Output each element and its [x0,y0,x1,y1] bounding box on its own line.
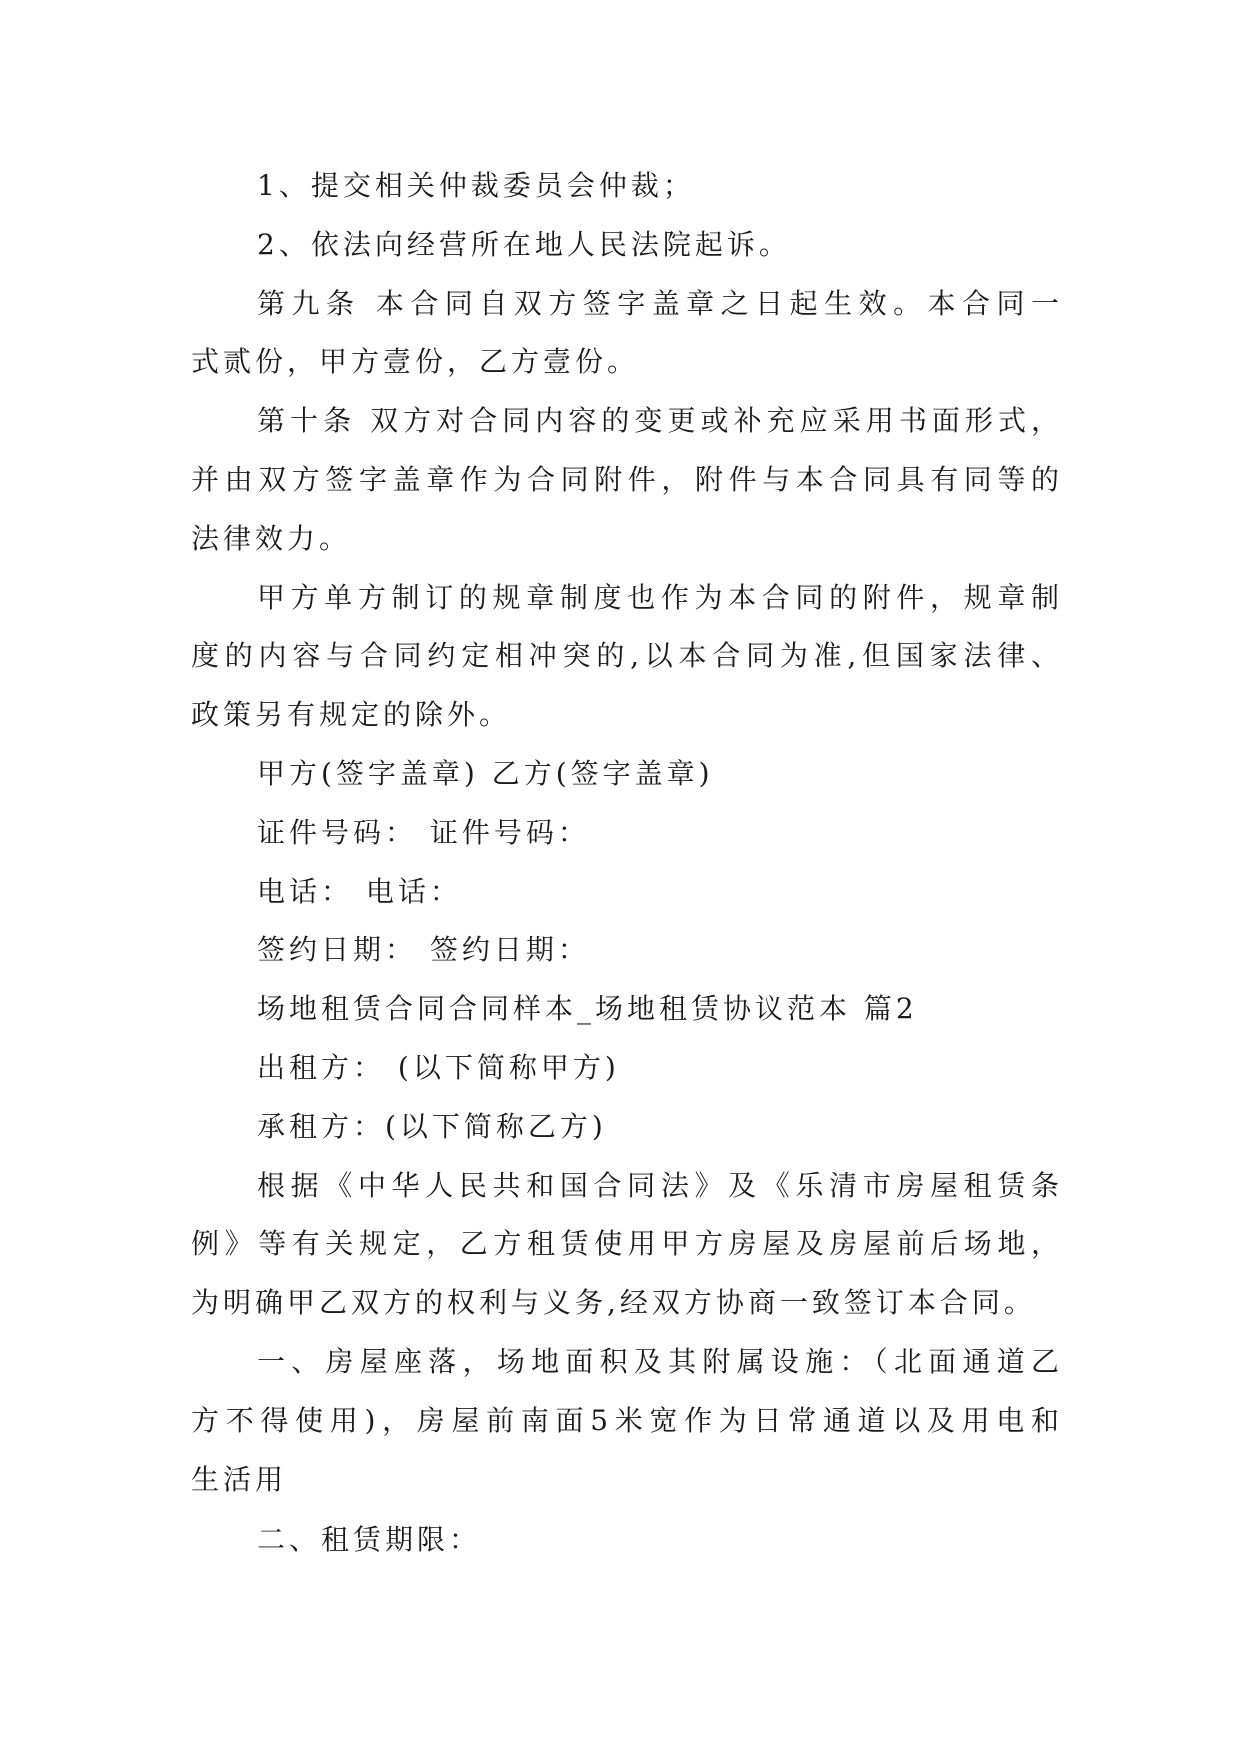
text-line: 签约日期： 签约日期： [257,933,590,967]
text-line: 出租方： (以下简称甲方) [257,1050,620,1084]
signature-line [191,745,1063,804]
text-line: 政策另有规定的除外。 [191,698,512,732]
paragraph-article-10 [191,392,1063,568]
text-line: 根据《中华人民共和国合同法》及《乐清市房屋租赁条 [257,1168,1063,1202]
text-line: 1、提交相关仲裁委员会仲裁； [257,169,695,202]
paragraph-preamble [191,1157,1063,1333]
text-line: 为明确甲乙双方的权利与义务,经双方协商一致签订本合同。 [191,1286,1036,1320]
signing-date-line [191,921,1063,980]
document-body [191,157,1063,1570]
paragraph-article-9 [191,275,1063,393]
lessee-line [191,1098,1063,1157]
text-line: 甲方单方制订的规章制度也作为本合同的附件，规章制 [257,580,1063,614]
text-line: 证件号码： 证件号码： [257,815,590,849]
text-line: 承租方：(以下简称乙方) [257,1109,607,1143]
phone-line [191,863,1063,922]
text-line: 第九条 本合同自双方签字盖章之日起生效。本合同一 [257,286,1063,320]
paragraph-dispute-option-2 [191,216,1063,275]
text-line: 场地租赁合同合同样本_场地租赁协议范本 篇2 [257,992,918,1026]
text-line: 电话： 电话： [257,874,462,908]
text-line: 式贰份，甲方壹份，乙方壹份。 [191,345,640,379]
text-line: 2、依法向经营所在地人民法院起诉。 [257,227,791,261]
id-number-line [191,804,1063,863]
text-line: 第十条 双方对合同内容的变更或补充应采用书面形式， [257,404,1063,438]
text-line: 例》等有关规定，乙方租赁使用甲方房屋及房屋前后场地， [191,1227,1063,1261]
text-line: 二、租赁期限： [257,1523,482,1557]
text-line: 并由双方签字盖章作为合同附件，附件与本合同具有同等的 [191,462,1063,496]
paragraph-rules-attachment [191,569,1063,745]
section-title [191,980,1063,1039]
paragraph-clause-2 [191,1511,1063,1570]
paragraph-dispute-option-1 [191,157,1063,216]
text-line: 一、房屋座落，场地面积及其附属设施：（北面通道乙 [257,1344,1063,1378]
text-line: 方不得使用)，房屋前南面5米宽作为日常通道以及用电和 [191,1403,1063,1437]
lessor-line [191,1039,1063,1098]
paragraph-clause-1 [191,1333,1063,1509]
text-line: 度的内容与合同约定相冲突的,以本合同为准,但国家法律、 [191,639,1063,673]
text-line: 法律效力。 [191,521,352,555]
text-line: 生活用 [191,1462,288,1496]
text-line: 甲方(签字盖章) 乙方(签字盖章) [257,756,714,790]
